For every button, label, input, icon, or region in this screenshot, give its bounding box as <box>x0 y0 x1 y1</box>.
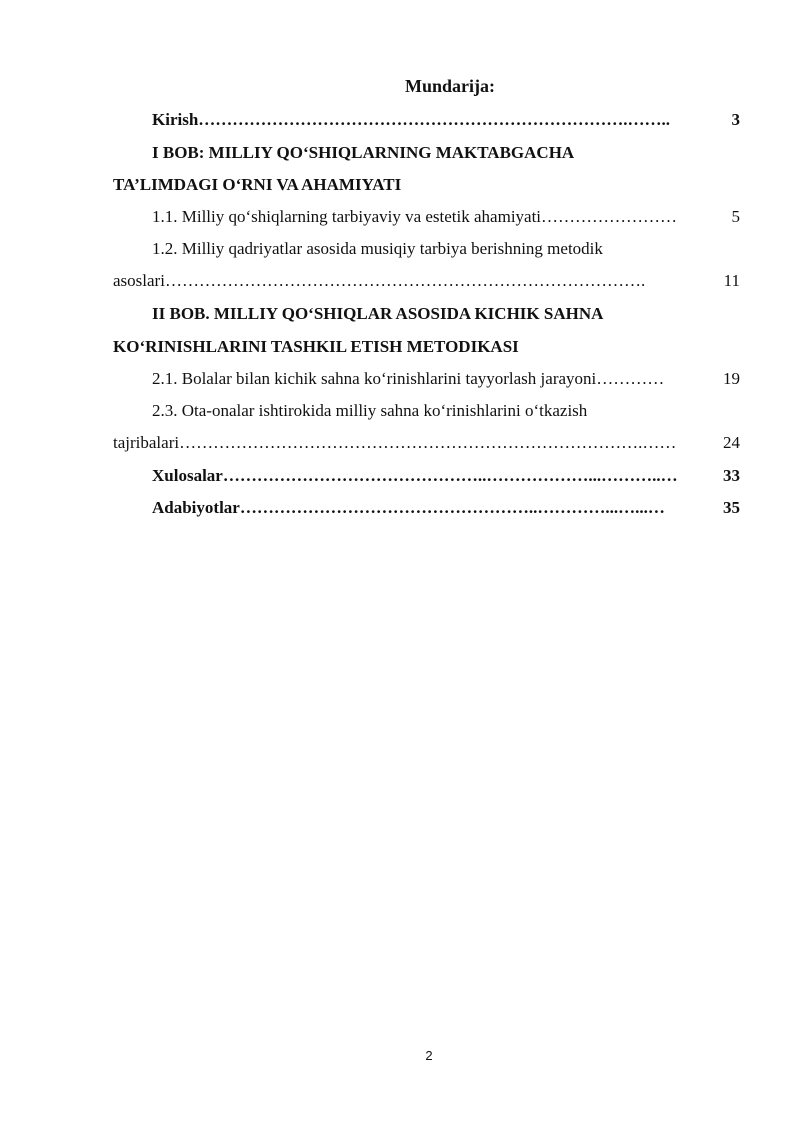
toc-entry-text: tajribalari <box>113 433 180 452</box>
toc-entry-1-2-line-1: 1.2. Milliy qadriyatlar asosida musiqiy tarbiya berishning metodik <box>152 239 603 258</box>
toc-entry-2-1 <box>152 368 740 390</box>
toc-entry-2-3-line-1: 2.3. Ota-onalar ishtirokida milliy sahna ko‘rinishlarini o‘tkazish <box>152 401 588 420</box>
toc-entry-2-3 <box>113 432 740 454</box>
toc-leader-dots: ……………………………………………..…………...…...… <box>239 498 665 517</box>
toc-entry-xulosalar <box>152 465 740 487</box>
toc-entry-1-2 <box>113 270 740 292</box>
toc-entry-text: 2.1. Bolalar bilan kichik sahna ko‘rinishlarini tayyorlash jarayoni <box>152 369 597 388</box>
toc-entry-text: 1.1. Milliy qo‘shiqlarning tarbiyaviy va estetik ahamiyati <box>152 207 542 226</box>
chapter-2-heading-line-2: KO‘RINISHLARINI TASHKIL ETISH METODIKASI <box>113 337 519 356</box>
toc-entry-text: Kirish <box>152 110 199 129</box>
toc-leader-dots: ………………………………………..………………...………..… <box>222 466 678 485</box>
toc-page-number: 11 <box>723 271 740 290</box>
toc-page-number: 19 <box>723 369 740 388</box>
toc-leader-dots: …………………………………………………………………………. <box>164 271 646 290</box>
toc-page-number: 24 <box>723 433 740 452</box>
toc-page-number: 33 <box>723 466 740 485</box>
chapter-1-heading-line-1: I BOB: MILLIY QO‘SHIQLARNING MAKTABGACHA <box>152 143 575 162</box>
page-number: 2 <box>425 1048 433 1063</box>
toc-page-number: 3 <box>731 110 740 129</box>
chapter-1-heading-line-2: TA’LIMDAGI O‘RNI VA AHAMIYATI <box>113 175 402 194</box>
toc-leader-dots: …………………… <box>541 207 678 226</box>
toc-entry-text: Xulosalar <box>152 466 223 485</box>
toc-page-number: 35 <box>723 498 740 517</box>
toc-title: Mundarija: <box>405 76 495 96</box>
toc-entry-text: asoslari <box>113 271 165 290</box>
toc-entry-kirish <box>152 109 740 131</box>
toc-entry-adabiyotlar <box>152 497 740 519</box>
toc-leader-dots: ……………………………………………………………………….…… <box>179 433 677 452</box>
chapter-2-heading-line-1: II BOB. MILLIY QO‘SHIQLAR ASOSIDA KICHIK SAHNA <box>152 304 604 323</box>
toc-leader-dots: ………………………………………………………………….…….. <box>198 110 671 129</box>
toc-leader-dots: ………… <box>596 369 665 388</box>
toc-entry-text: Adabiyotlar <box>152 498 240 517</box>
toc-page-number: 5 <box>731 207 740 226</box>
toc-entry-1-1 <box>152 206 740 228</box>
